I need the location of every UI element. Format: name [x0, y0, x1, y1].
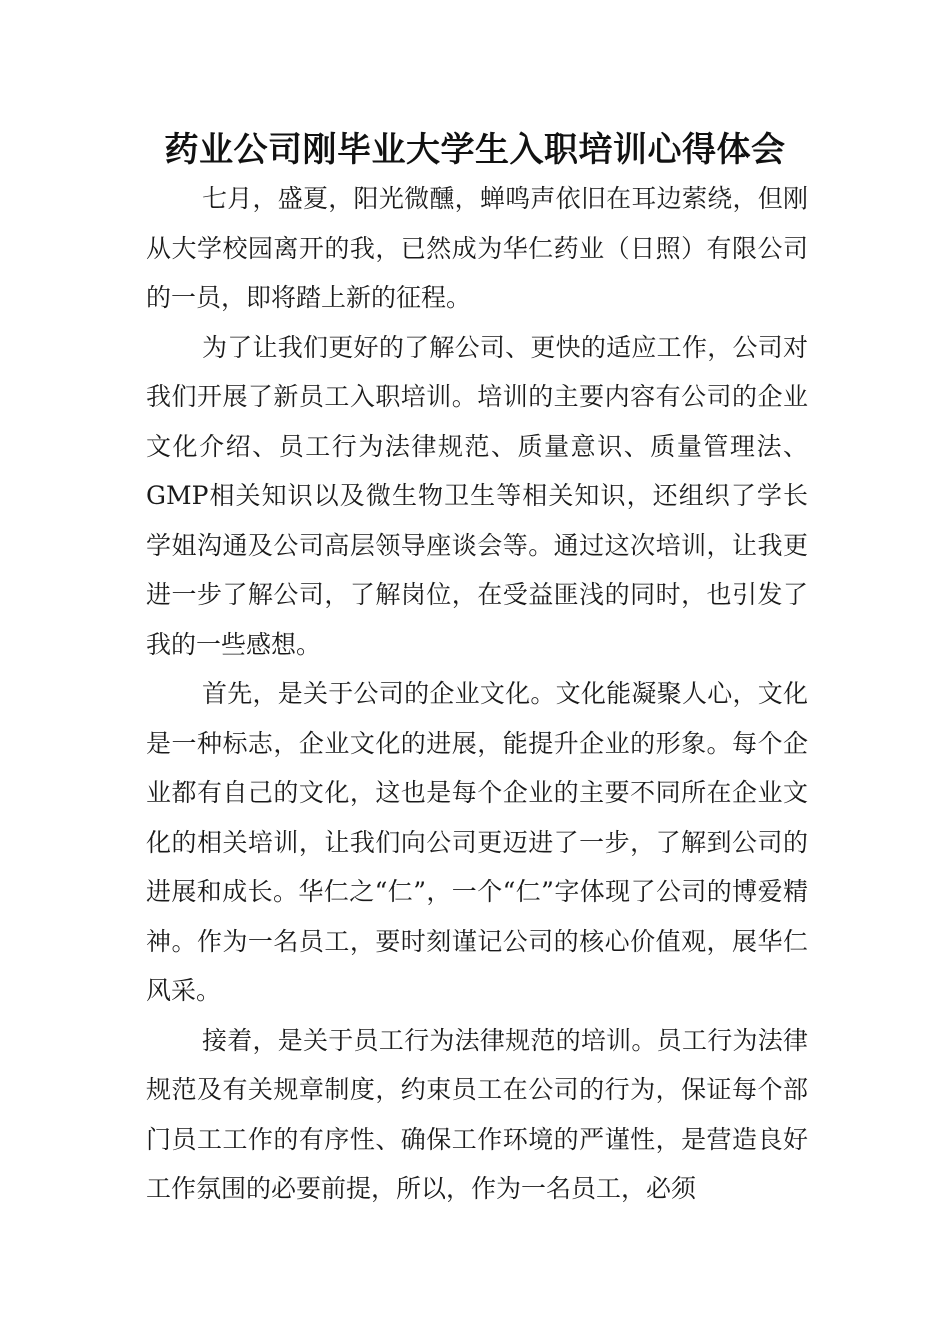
paragraph-3: 首先，是关于公司的企业文化。文化能凝聚人心，文化是一种标志，企业文化的进展，能提升企业的形象。每个企业都有自己的文化，这也是每个企业的主要不同所在企业文化的相关培训，让我们向公司更迈进了一步，了解到公司的进展和成长。华仁之“仁”，一个“仁”字体现了公司的博爱精神。作为一名员工，要时刻谨记公司的核心价值观，展华仁风采。: [146, 679, 808, 1005]
paragraph-2: 为了让我们更好的了解公司、更快的适应工作，公司对我们开展了新员工入职培训。培训的主要内容有公司的企业文化介绍、员工行为法律规范、质量意识、质量管理法、GMP相关知识以及微生物卫生等相关知识，还组织了学长学姐沟通及公司高层领导座谈会等。通过这次培训，让我更进一步了解公司，了解岗位，在受益匪浅的同时，也引发了我的一些感想。: [146, 332, 808, 659]
paragraph-1: 七月，盛夏，阳光微醺，蝉鸣声依旧在耳边萦绕，但刚从大学校园离开的我，已然成为华仁药业（日照）有限公司的一员，即将踏上新的征程。: [146, 184, 808, 312]
document-body: [146, 174, 808, 1214]
document-title: 药业公司刚毕业大学生入职培训心得体会: [164, 130, 786, 170]
paragraph-4: 接着，是关于员工行为法律规范的培训。员工行为法律规范及有关规章制度，约束员工在公司的行为，保证每个部门员工工作的有序性、确保工作环境的严谨性，是营造良好工作氛围的必要前提，所以，作为一名员工，必须: [146, 1025, 808, 1203]
